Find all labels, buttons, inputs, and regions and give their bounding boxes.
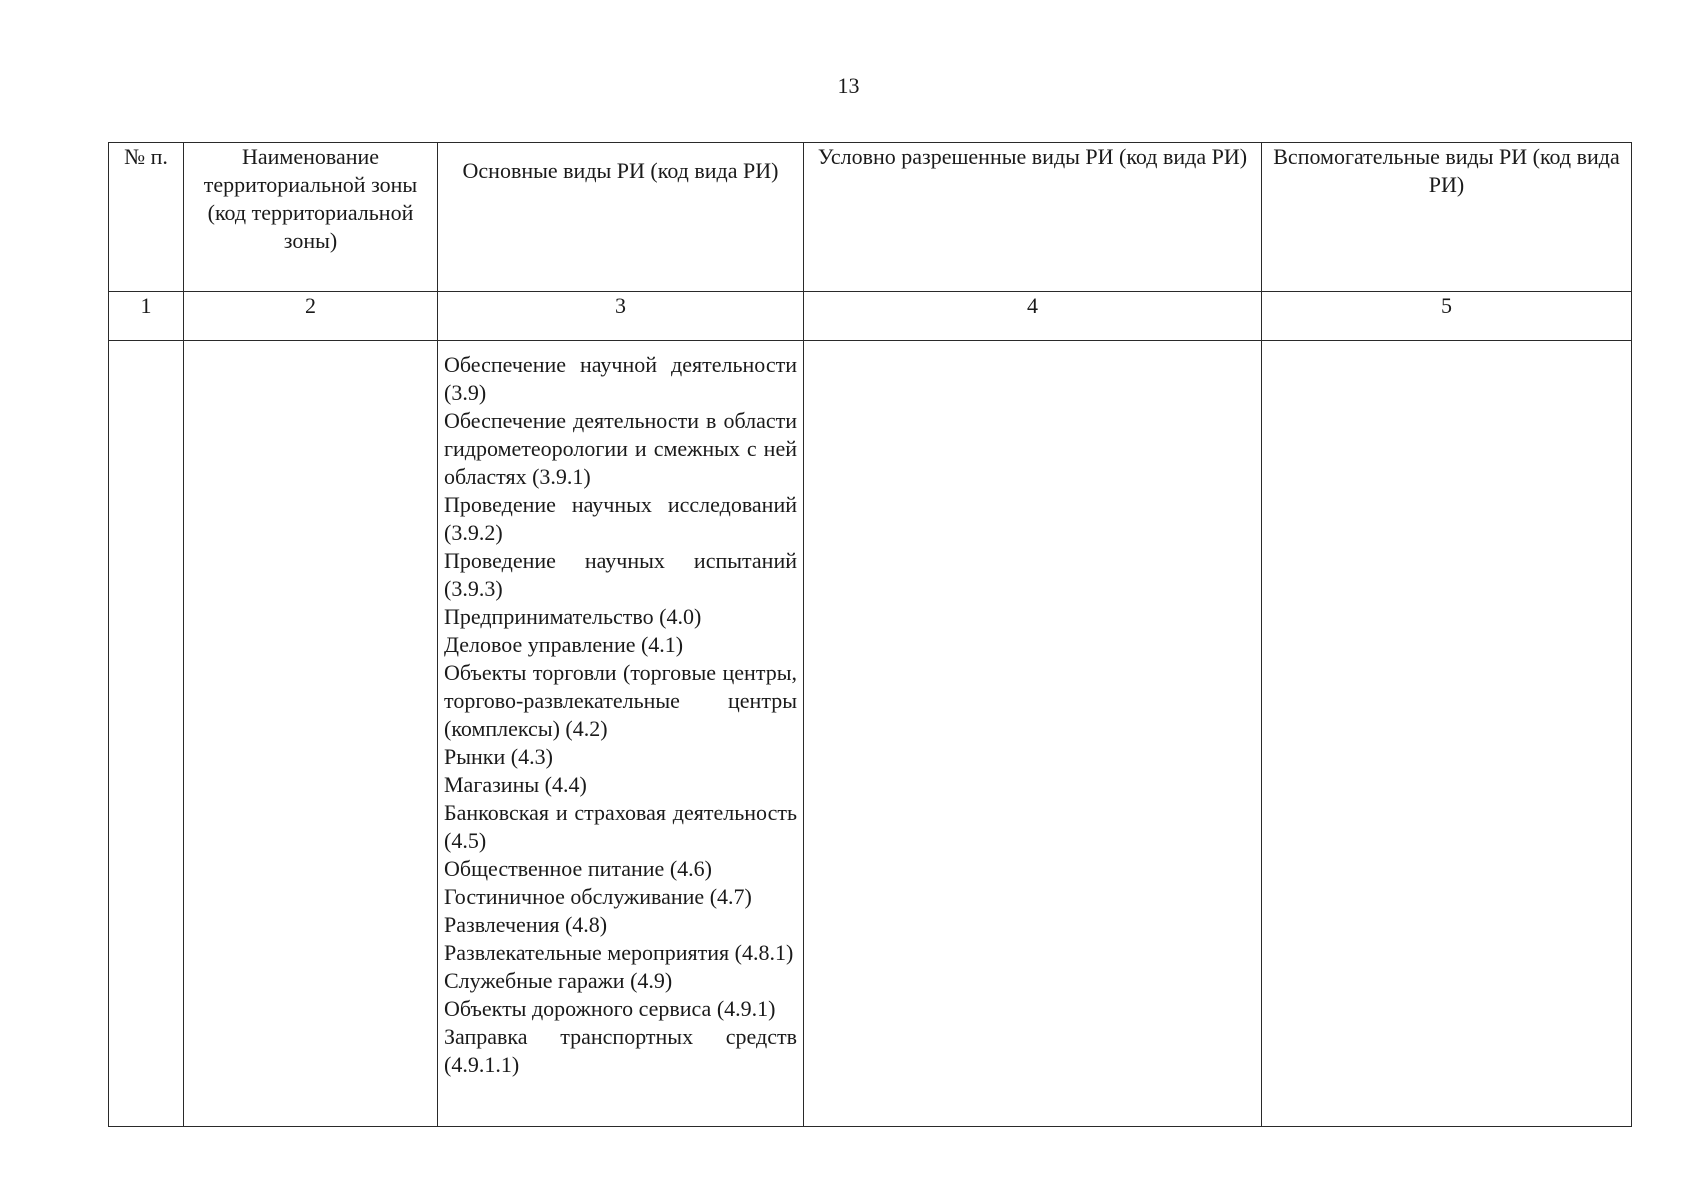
list-item: Обеспечение научной деятельности (3.9) [444,352,797,405]
list-item: Развлекательные мероприятия (4.8.1) [444,940,794,965]
list-item: Гостиничное обслуживание (4.7) [444,884,752,909]
list-item: Рынки (4.3) [444,744,553,769]
list-item: Заправка транспортных средств (4.9.1.1) [444,1024,797,1077]
column-number-1: 1 [109,292,184,341]
column-number-4: 4 [804,292,1262,341]
table-row [109,341,1632,1127]
list-item: Общественное питание (4.6) [444,856,712,881]
list-item: Банковская и страховая деятельность (4.5) [444,800,797,853]
header-row [109,143,1632,292]
header-number: № п. [109,143,184,292]
cell-number [109,341,184,1127]
header-auxiliary-uses: Вспомогательные виды РИ (код вида РИ) [1262,143,1632,292]
list-item: Предпринимательство (4.0) [444,604,702,629]
list-item: Объекты торговли (торговые центры, торгово-развлекательные центры (комплексы) (4.2) [444,660,797,741]
cell-zone-name [184,341,438,1127]
column-number-row [109,292,1632,341]
header-main-uses: Основные виды РИ (код вида РИ) [438,143,804,292]
cell-auxiliary-uses [1262,341,1632,1127]
header-zone-name: Наименование территориальной зоны (код территориальной зоны) [184,143,438,292]
list-item: Объекты дорожного сервиса (4.9.1) [444,996,776,1021]
list-item: Проведение научных исследований (3.9.2) [444,492,797,545]
list-item: Обеспечение деятельности в области гидрометеорологии и смежных с ней областях (3.9.1) [444,408,797,489]
list-item: Развлечения (4.8) [444,912,608,937]
zones-table [108,142,1632,1127]
page-number: 13 [837,73,860,98]
cell-main-uses [438,341,804,1127]
list-item: Служебные гаражи (4.9) [444,968,673,993]
column-number-3: 3 [438,292,804,341]
cell-conditional-uses [804,341,1262,1127]
list-item: Магазины (4.4) [444,772,587,797]
column-number-2: 2 [184,292,438,341]
list-item: Проведение научных испытаний (3.9.3) [444,548,797,601]
header-conditional-uses: Условно разрешенные виды РИ (код вида РИ) [804,143,1262,292]
list-item: Деловое управление (4.1) [444,632,684,657]
column-number-5: 5 [1262,292,1632,341]
